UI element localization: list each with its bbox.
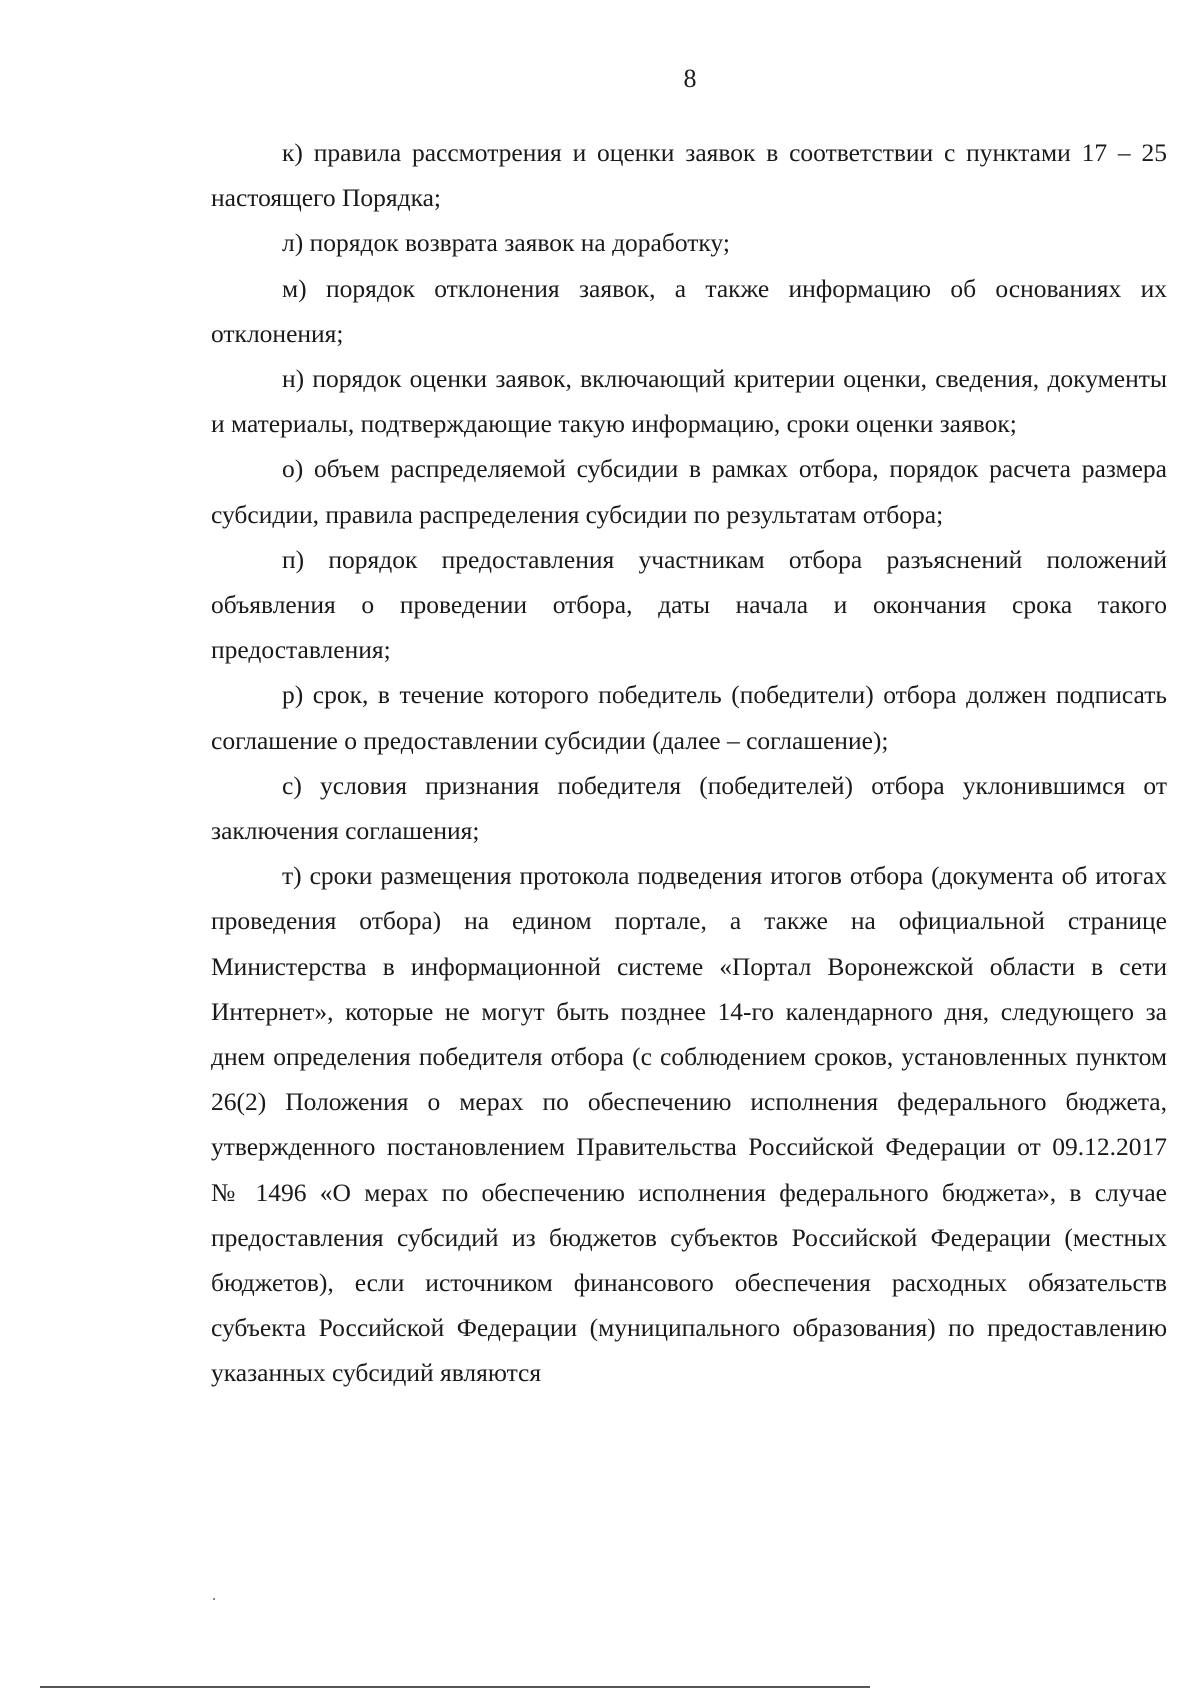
paragraph-p: п) порядок предоставления участникам отбора разъяснений положений объявления о проведении отбора, даты начала и окончания срока такого предоставления; [211,544,1167,665]
paragraph-l: л) порядок возврата заявок на доработку; [282,228,730,258]
paragraph-k: к) правила рассмотрения и оценки заявок в соответствии с пунктами 17 – 25 настоящего Порядка; [211,138,1167,213]
paragraph-m: м) порядок отклонения заявок, а также информацию об основаниях их отклонения; [211,273,1167,348]
paragraph-t: т) сроки размещения протокола подведения итогов отбора (документа об итогах проведения отбора) на едином портале, а также на официальной странице Министерства в информационной системе «Портал Воронежской области в сети Интернет», которые не могут быть позднее 14-го календарного дня, следующего за днем определения победителя отбора (с соблюдением сроков, установленных пунктом 26(2) Положения о мерах по обеспечению исполнения федерального бюджета, утвержденного постановлением Правительства Российской Федерации от 09.12.2017 № 1496 «О мерах по обеспечению исполнения федерального бюджета», в случае предоставления субсидий из бюджетов субъектов Российской Федерации (местных бюджетов), если источником финансового обеспечения расходных обязательств субъекта Российской Федерации (муниципального образования) по предоставлению указанных субсидий являются [211,861,1167,1388]
scan-speck [213,1598,215,1600]
page-number: 8 [683,64,697,93]
document-body [211,130,1167,1396]
scan-edge-line [40,1686,870,1688]
paragraph-r: р) срок, в течение которого победитель (победители) отбора должен подписать соглашение о предоставлении субсидии (далее – соглашение); [211,680,1167,755]
paragraph-n: н) порядок оценки заявок, включающий критерии оценки, сведения, документы и материалы, подтверждающие такую информацию, сроки оценки заявок; [211,364,1167,439]
paragraph-s: с) условия признания победителя (победителей) отбора уклонившимся от заключения соглашения; [211,770,1167,846]
paragraph-o: о) объем распределяемой субсидии в рамках отбора, порядок расчета размера субсидии, правила распределения субсидии по результатам отбора; [211,454,1167,529]
